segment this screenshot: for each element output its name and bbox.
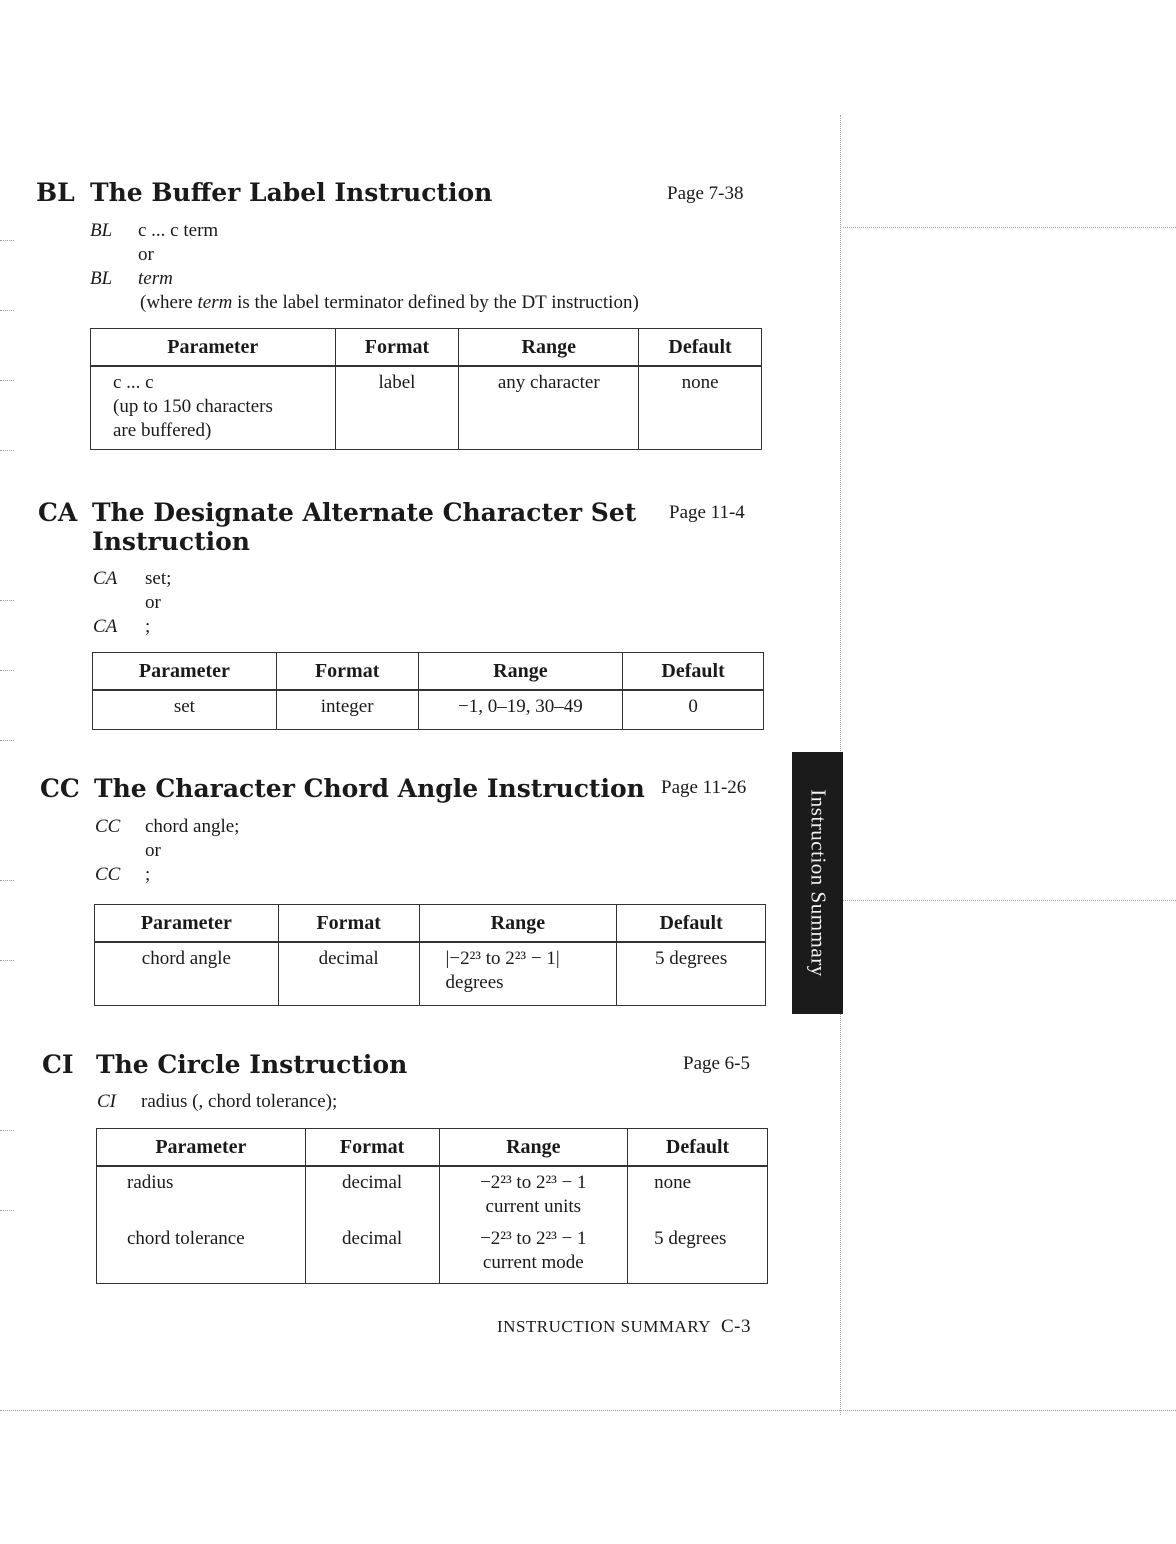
- mnemonic: BL: [90, 220, 113, 241]
- range-cell: −2²³ to 2²³ − 1: [480, 1228, 587, 1249]
- scan-mark: [0, 450, 14, 451]
- column-header: Format: [305, 1129, 439, 1167]
- mnemonic: CC: [95, 864, 121, 885]
- section-title-line: Instruction: [92, 527, 250, 556]
- syntax-line: chord angle;: [145, 816, 240, 837]
- default-cell: none: [639, 366, 762, 450]
- section-thumb-tab: [792, 752, 843, 1014]
- section-title: [92, 498, 636, 556]
- column-header: Range: [439, 1129, 628, 1167]
- syntax-note: (where term is the label terminator defined by the DT instruction): [140, 292, 639, 313]
- page-reference: Page 11-4: [669, 502, 745, 523]
- table-row: [95, 942, 766, 1006]
- section-title: The Buffer Label Instruction: [90, 178, 493, 207]
- page-number: C-3: [721, 1316, 751, 1337]
- page-footer: [497, 1316, 751, 1338]
- page-reference: Page 6-5: [683, 1053, 751, 1074]
- mnemonic: CC: [95, 816, 121, 837]
- table-row: [97, 1166, 768, 1223]
- parameter-cell: chord tolerance: [97, 1223, 306, 1284]
- column-header: Range: [419, 905, 617, 943]
- format-cell: decimal: [305, 1166, 439, 1223]
- syntax-line: set;: [145, 568, 172, 589]
- section-code: CC: [40, 774, 80, 803]
- scan-mark: [0, 880, 14, 881]
- range-cell: any character: [459, 366, 639, 450]
- syntax-or: or: [138, 244, 154, 265]
- scan-mark: [0, 310, 14, 311]
- mnemonic: CI: [97, 1091, 116, 1112]
- table-row: [91, 366, 762, 450]
- parameter-table: [94, 904, 766, 1006]
- mnemonic: CA: [93, 568, 118, 589]
- column-header: Range: [459, 329, 639, 367]
- syntax-or: or: [145, 840, 161, 861]
- syntax-or: or: [145, 592, 161, 613]
- range-unit: current units: [485, 1196, 582, 1217]
- scan-mark: [0, 380, 14, 381]
- syntax-block: [90, 219, 639, 315]
- parameter-table: [90, 328, 762, 450]
- default-cell: 5 degrees: [628, 1223, 768, 1284]
- parameter-cell: c ... c: [113, 372, 154, 393]
- default-cell: 0: [623, 690, 764, 730]
- range-unit: degrees: [445, 972, 504, 993]
- section-title-line: The Designate Alternate Character Set: [92, 498, 637, 527]
- table-row: [93, 690, 764, 730]
- scan-mark: [0, 240, 14, 241]
- syntax-line: term: [138, 268, 173, 289]
- syntax-block: [95, 815, 239, 887]
- range-cell: −1, 0–19, 30–49: [418, 690, 623, 730]
- format-cell: decimal: [305, 1223, 439, 1284]
- scan-mark: [0, 1210, 14, 1211]
- scan-mark: [0, 740, 14, 741]
- parameter-note: are buffered): [113, 420, 212, 441]
- section-code: CI: [42, 1050, 74, 1079]
- default-cell: none: [628, 1166, 768, 1223]
- format-cell: decimal: [278, 942, 419, 1006]
- column-header: Parameter: [93, 653, 277, 691]
- thumb-tab-label: Instruction Summary: [806, 789, 830, 977]
- column-header: Range: [418, 653, 623, 691]
- format-cell: label: [335, 366, 459, 450]
- column-header: Default: [639, 329, 762, 367]
- syntax-block: [93, 567, 171, 639]
- parameter-cell: radius: [97, 1166, 306, 1223]
- column-header: Default: [628, 1129, 768, 1167]
- scan-mark: [0, 600, 14, 601]
- syntax-line: ;: [145, 864, 151, 885]
- parameter-table: [96, 1128, 768, 1284]
- column-header: Parameter: [95, 905, 279, 943]
- table-row: [97, 1223, 768, 1284]
- section-code: BL: [36, 178, 75, 207]
- syntax-block: [97, 1090, 337, 1114]
- scan-line: [843, 227, 1176, 228]
- column-header: Parameter: [91, 329, 336, 367]
- parameter-cell: set: [93, 690, 277, 730]
- parameter-table: [92, 652, 764, 730]
- scan-mark: [0, 1130, 14, 1131]
- mnemonic: CA: [93, 616, 118, 637]
- syntax-line: radius (, chord tolerance);: [141, 1091, 338, 1112]
- scan-mark: [0, 670, 14, 671]
- scan-mark: [0, 960, 14, 961]
- range-cell: −2²³ to 2²³ − 1: [480, 1172, 587, 1193]
- section-title: The Character Chord Angle Instruction: [94, 774, 645, 803]
- column-header: Format: [335, 329, 459, 367]
- parameter-cell: chord angle: [95, 942, 279, 1006]
- footer-label: INSTRUCTION SUMMARY: [497, 1317, 711, 1336]
- syntax-line: c ... c term: [138, 220, 219, 241]
- scan-line: [843, 900, 1176, 901]
- page-reference: Page 11-26: [661, 777, 747, 798]
- format-cell: integer: [276, 690, 418, 730]
- range-unit: current mode: [482, 1252, 584, 1273]
- page-reference: Page 7-38: [667, 183, 744, 204]
- column-header: Default: [617, 905, 766, 943]
- scan-line: [0, 1410, 1176, 1411]
- column-header: Format: [278, 905, 419, 943]
- syntax-line: ;: [145, 616, 151, 637]
- column-header: Parameter: [97, 1129, 306, 1167]
- range-cell: |−2²³ to 2²³ − 1|: [445, 948, 560, 969]
- section-title: The Circle Instruction: [96, 1050, 408, 1079]
- mnemonic: BL: [90, 268, 113, 289]
- column-header: Default: [623, 653, 764, 691]
- section-code: CA: [38, 498, 78, 527]
- column-header: Format: [276, 653, 418, 691]
- parameter-note: (up to 150 characters: [113, 396, 273, 417]
- default-cell: 5 degrees: [617, 942, 766, 1006]
